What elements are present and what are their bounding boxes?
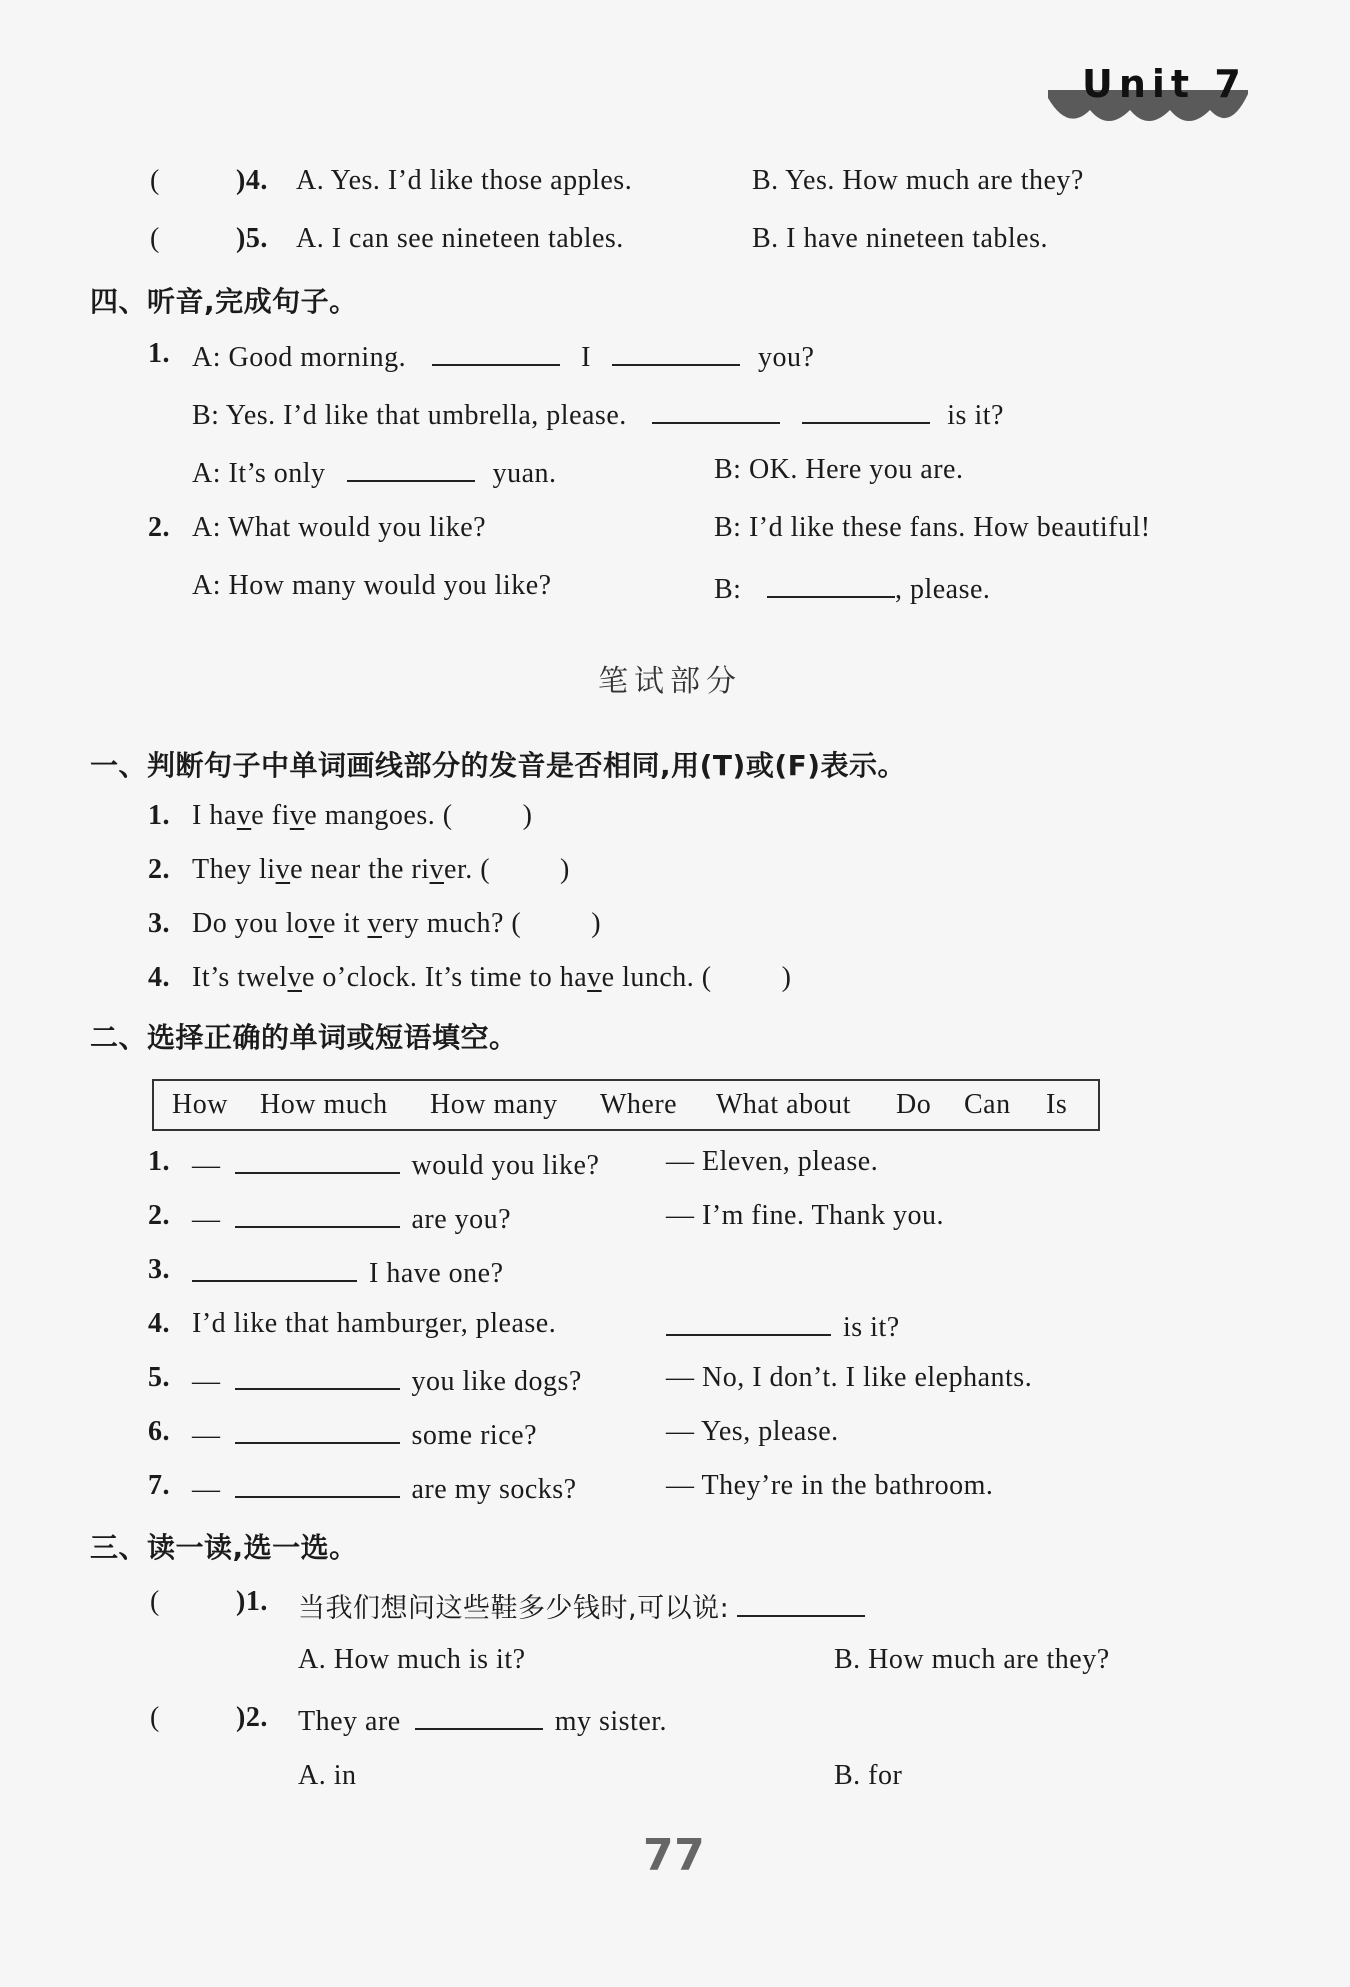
option-a: A. I can see nineteen tables. [296, 223, 624, 254]
option-b: B. I have nineteen tables. [752, 223, 1049, 254]
sentence: I have five mangoes. ( ) [192, 800, 533, 831]
sentence: — some rice? [192, 1416, 537, 1452]
word-option: Do [896, 1089, 932, 1120]
item-number: 4. [148, 1308, 170, 1339]
section-title: 三、读一读,选一选。 [90, 1531, 358, 1564]
item-number: 1. [148, 1146, 170, 1177]
response: — No, I don’t. I like elephants. [666, 1362, 1033, 1393]
sentence: — would you like? [192, 1146, 599, 1182]
question-text: 当我们想问这些鞋多少钱时,可以说: [298, 1586, 865, 1625]
dialogue-line: B: I’d like these fans. How beautiful! [714, 512, 1151, 543]
response: is it? [666, 1308, 900, 1344]
fill-blank[interactable] [432, 338, 560, 366]
response: — Eleven, please. [666, 1146, 879, 1177]
dialogue-line: A: Good morning. I you? [192, 338, 814, 374]
answer-paren[interactable]: ( [150, 1702, 160, 1733]
item-number: 4. [148, 962, 170, 993]
dialogue-line: B: OK. Here you are. [714, 454, 964, 485]
fill-blank[interactable] [235, 1362, 400, 1390]
answer-paren-close[interactable]: ) [522, 800, 533, 831]
word-option: How many [430, 1089, 558, 1120]
sentence: I have one? [192, 1254, 504, 1290]
word-option: Is [1046, 1089, 1068, 1120]
fill-blank[interactable] [612, 338, 740, 366]
word-option: What about [716, 1089, 851, 1120]
word-bank-box [152, 1079, 1100, 1131]
word-option: Can [964, 1089, 1011, 1120]
answer-paren-close[interactable]: ) [781, 962, 792, 993]
fill-blank[interactable] [192, 1254, 357, 1282]
paren-close-q2: )2. [236, 1702, 268, 1733]
paren-close-q1: )1. [236, 1586, 268, 1617]
dialogue-line: B: Yes. I’d like that umbrella, please. is it? [192, 396, 1004, 432]
option-b: B. How much are they? [834, 1644, 1110, 1675]
response: — Yes, please. [666, 1416, 839, 1447]
item-number: 2. [148, 512, 170, 543]
fill-blank[interactable] [652, 396, 780, 424]
item-number: 1. [148, 338, 170, 369]
sentence: I’d like that hamburger, please. [192, 1308, 557, 1339]
item-number: 6. [148, 1416, 170, 1447]
word-option: How much [260, 1089, 388, 1120]
item-number: 2. [148, 1200, 170, 1231]
dialogue-line: A: It’s only yuan. [192, 454, 557, 490]
dialogue-line: A: How many would you like? [192, 570, 552, 601]
option-b: B. Yes. How much are they? [752, 165, 1084, 196]
fill-blank[interactable] [235, 1416, 400, 1444]
option-b: B. for [834, 1760, 903, 1791]
option-a: A. Yes. I’d like those apples. [296, 165, 633, 196]
written-part-title: 笔试部分 [598, 664, 742, 699]
fill-blank[interactable] [802, 396, 930, 424]
section-title: 二、选择正确的单词或短语填空。 [90, 1021, 518, 1054]
dialogue-line: A: What would you like? [192, 512, 487, 543]
answer-paren-close[interactable]: ) [591, 908, 602, 939]
fill-blank[interactable] [666, 1308, 831, 1336]
item-number: 1. [148, 800, 170, 831]
word-option: How [172, 1089, 228, 1120]
fill-blank[interactable] [347, 454, 475, 482]
word-option: Where [600, 1089, 678, 1120]
section-title: 一、判断句子中单词画线部分的发音是否相同,用(T)或(F)表示。 [90, 749, 907, 782]
sentence: — are my socks? [192, 1470, 577, 1506]
sentence: It’s twelve o’clock. It’s time to have lunch. ( ) [192, 962, 792, 993]
sentence: — are you? [192, 1200, 511, 1236]
fill-blank[interactable] [415, 1702, 543, 1730]
item-number: 2. [148, 854, 170, 885]
item-number: 3. [148, 908, 170, 939]
sentence: — you like dogs? [192, 1362, 582, 1398]
fill-blank[interactable] [235, 1146, 400, 1174]
response: — I’m fine. Thank you. [666, 1200, 944, 1231]
paren-close-q4: )4. [236, 165, 268, 196]
answer-paren[interactable]: ( [150, 165, 160, 196]
response: — They’re in the bathroom. [666, 1470, 994, 1501]
answer-paren-close[interactable]: ) [560, 854, 570, 885]
fill-blank[interactable] [767, 570, 895, 598]
item-number: 7. [148, 1470, 170, 1501]
option-a: A. How much is it? [298, 1644, 526, 1675]
item-number: 3. [148, 1254, 170, 1285]
question-text: They are my sister. [298, 1702, 667, 1738]
answer-paren[interactable]: ( [150, 1586, 160, 1617]
fill-blank[interactable] [235, 1470, 400, 1498]
answer-paren[interactable]: ( [150, 223, 160, 254]
item-number: 5. [148, 1362, 170, 1393]
section-title: 四、听音,完成句子。 [90, 285, 358, 318]
option-a: A. in [298, 1760, 357, 1791]
paren-close-q5: )5. [236, 223, 268, 254]
fill-blank[interactable] [737, 1589, 865, 1617]
unit-label: Unit 7 [1082, 62, 1247, 106]
page-number: 77 [643, 1830, 706, 1881]
fill-blank[interactable] [235, 1200, 400, 1228]
sentence: They live near the river. ( ) [192, 854, 570, 885]
dialogue-line: B: , please. [714, 570, 990, 606]
sentence: Do you love it very much? ( ) [192, 908, 602, 939]
